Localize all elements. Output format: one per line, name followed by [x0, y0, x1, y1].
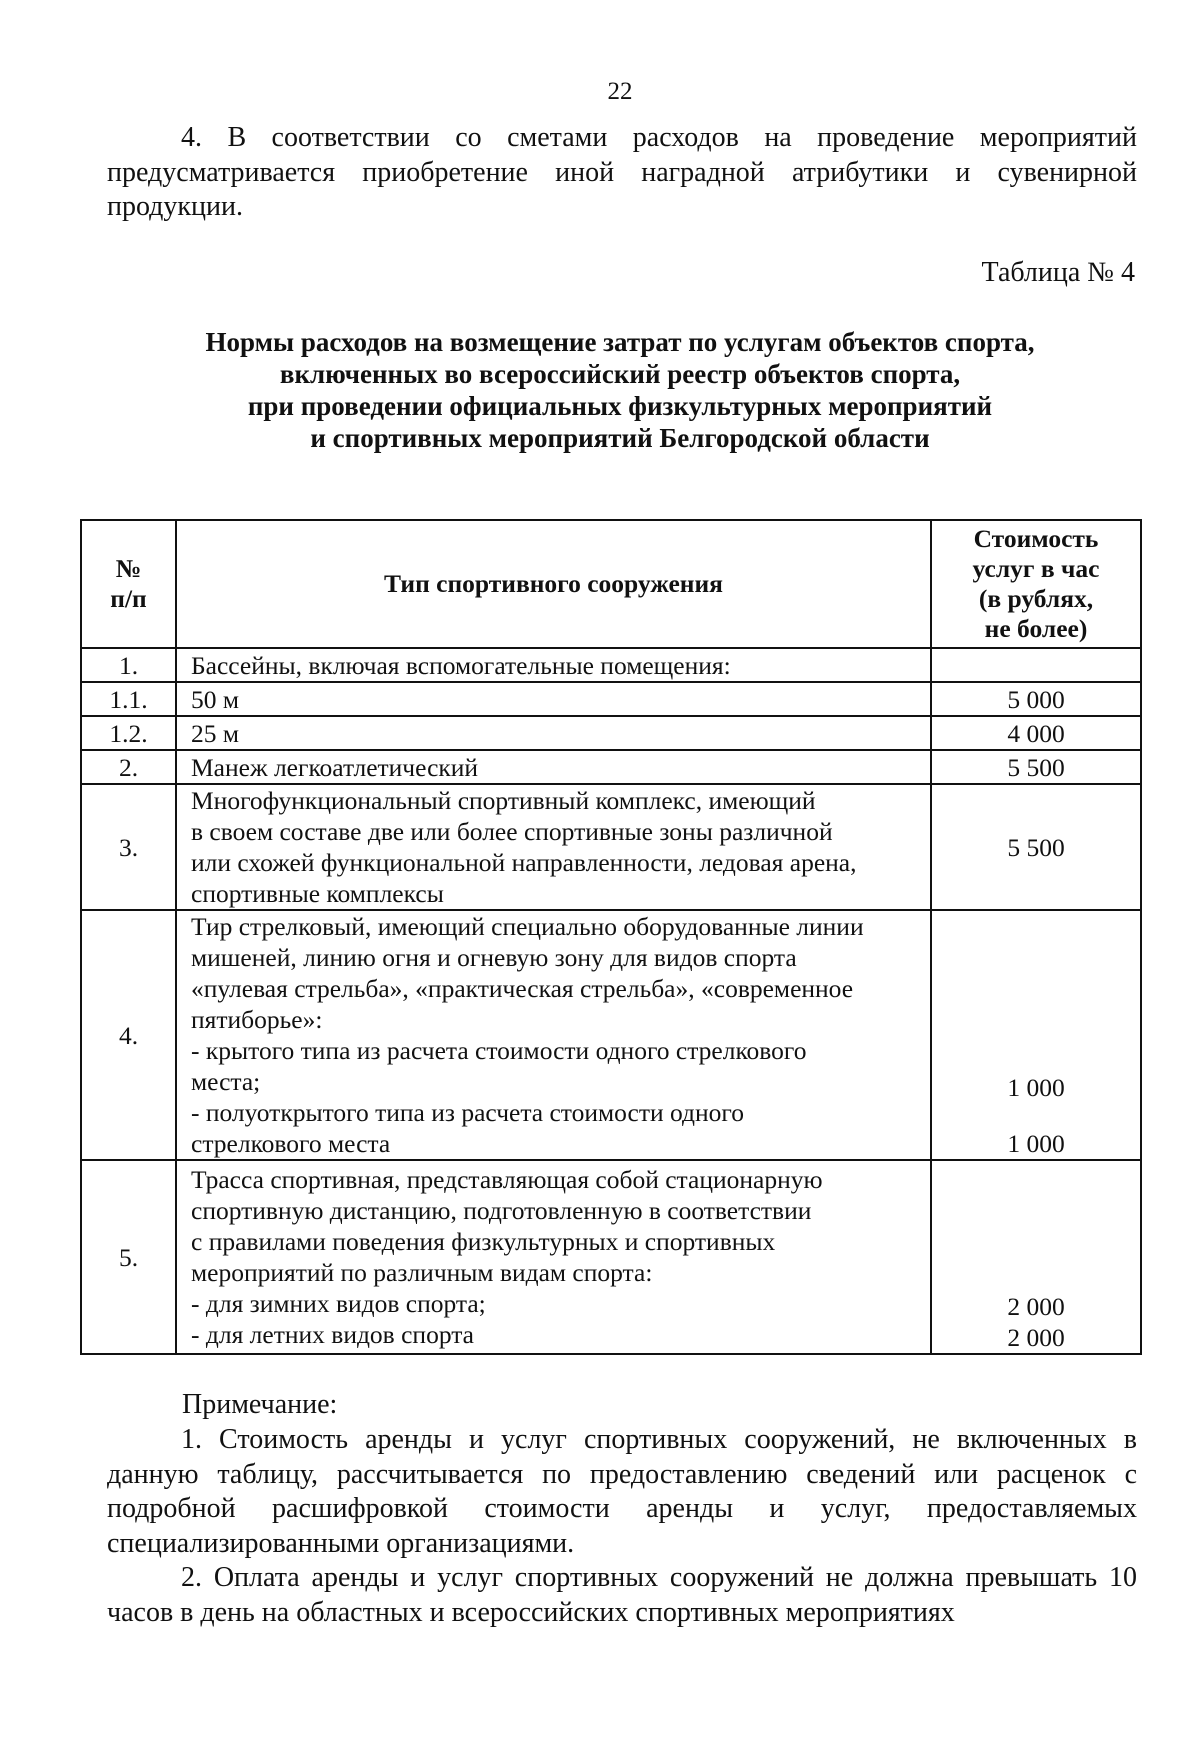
cost-value: 5 500	[1007, 832, 1065, 862]
row-cost	[931, 910, 1141, 1160]
row-facility-type	[176, 750, 931, 784]
title-line: Нормы расходов на возмещение затрат по услугам объектов спорта,	[205, 327, 1035, 357]
row-cost	[931, 716, 1141, 750]
title-line: включенных во всероссийский реестр объектов спорта,	[279, 359, 961, 389]
note-title: Примечание:	[182, 1389, 338, 1420]
row-facility-type	[176, 716, 931, 750]
table-row	[81, 682, 1141, 716]
type-line: 50 м	[191, 684, 240, 714]
title-line: и спортивных мероприятий Белгородской области	[310, 423, 930, 453]
header-type: Тип спортивного сооружения	[176, 520, 931, 648]
type-line: мероприятий по различным видам спорта:	[191, 1258, 653, 1287]
cost-value: 5 500	[1007, 752, 1065, 782]
row-facility-type	[176, 910, 931, 1160]
table-row	[81, 716, 1141, 750]
row-cost	[931, 648, 1141, 682]
type-line: - для зимних видов спорта;	[191, 1289, 486, 1318]
note-item-1: 1. Стоимость аренды и услуг спортивных сооружений, не включенных в данную таблицу, рассчитывается по предоставлению сведений или расценок с подробной расшифровкой стоимости аренды и услуг, предоставляемых специализированными организациями.	[107, 1424, 1137, 1559]
row-number: 3.	[81, 784, 176, 910]
row-facility-type	[176, 682, 931, 716]
table-label: Таблица № 4	[981, 257, 1135, 288]
note-item-2: 2. Оплата аренды и услуг спортивных сооружений не должна превышать 10 часов в день на областных и всероссийских спортивных мероприятиях	[107, 1562, 1137, 1628]
row-number: 2.	[81, 750, 176, 784]
cost-value	[938, 650, 1134, 681]
cost-value: 4 000	[1007, 718, 1065, 748]
type-line: пятиборье»:	[191, 1005, 323, 1034]
type-line: места;	[191, 1067, 261, 1096]
cost-value: 2 000	[1007, 1323, 1065, 1352]
row-number: 1.	[81, 648, 176, 682]
type-line: 25 м	[191, 718, 240, 748]
row-number: 4.	[81, 910, 176, 1160]
table-title	[100, 326, 1140, 454]
type-line: Тир стрелковый, имеющий специально оборудованные линии	[191, 912, 864, 941]
table-body	[81, 648, 1141, 1354]
row-cost	[931, 682, 1141, 716]
table-row	[81, 910, 1141, 1160]
type-line: с правилами поведения физкультурных и спортивных	[191, 1227, 776, 1256]
intro-paragraph: 4. В соответствии со сметами расходов на проведение мероприятий предусматривается приобретение иной наградной атрибутики и сувенирной продукции.	[107, 122, 1137, 222]
header-number: № п/п	[81, 520, 176, 648]
type-line: Трасса спортивная, представляющая собой стационарную	[191, 1165, 823, 1194]
cost-value: 5 000	[1007, 684, 1065, 714]
type-line: или схожей функциональной направленности, ледовая арена,	[191, 848, 857, 877]
table-row	[81, 784, 1141, 910]
title-line: при проведении официальных физкультурных мероприятий	[247, 391, 993, 421]
cost-value: 2 000	[1007, 1292, 1065, 1321]
row-number: 1.2.	[81, 716, 176, 750]
header-cost: Стоимость услуг в час (в рублях, не более)	[931, 520, 1141, 648]
table-row	[81, 648, 1141, 682]
row-cost	[931, 784, 1141, 910]
type-line: - полуоткрытого типа из расчета стоимости одного	[191, 1098, 744, 1127]
type-line: стрелкового места	[191, 1129, 391, 1158]
type-line: Бассейны, включая вспомогательные помещения:	[191, 650, 731, 680]
type-line: в своем составе две или более спортивные зоны различной	[191, 817, 833, 846]
page-number: 22	[607, 78, 633, 105]
type-line: мишеней, линию огня и огневую зону для видов спорта	[191, 943, 797, 972]
row-facility-type	[176, 784, 931, 910]
row-number: 5.	[81, 1160, 176, 1354]
row-facility-type	[176, 1160, 931, 1354]
type-line: «пулевая стрельба», «практическая стрельба», «современное	[191, 974, 854, 1003]
type-line: - крытого типа из расчета стоимости одного стрелкового	[191, 1036, 807, 1065]
row-facility-type	[176, 648, 931, 682]
row-number: 1.1.	[81, 682, 176, 716]
type-line: Многофункциональный спортивный комплекс, имеющий	[191, 786, 816, 815]
type-line: спортивные комплексы	[191, 879, 444, 908]
cost-value: 1 000	[1007, 1129, 1065, 1158]
cost-value: 1 000	[1007, 1073, 1065, 1102]
row-cost	[931, 750, 1141, 784]
row-cost	[931, 1160, 1141, 1354]
table-row	[81, 750, 1141, 784]
cost-value	[938, 1103, 1134, 1128]
type-line: спортивную дистанцию, подготовленную в соответствии	[191, 1196, 812, 1225]
norms-table	[80, 519, 1142, 1355]
table-row	[81, 1160, 1141, 1354]
type-line: - для летних видов спорта	[191, 1320, 475, 1349]
type-line: Манеж легкоатлетический	[191, 752, 479, 782]
table-header-row	[81, 520, 1141, 648]
